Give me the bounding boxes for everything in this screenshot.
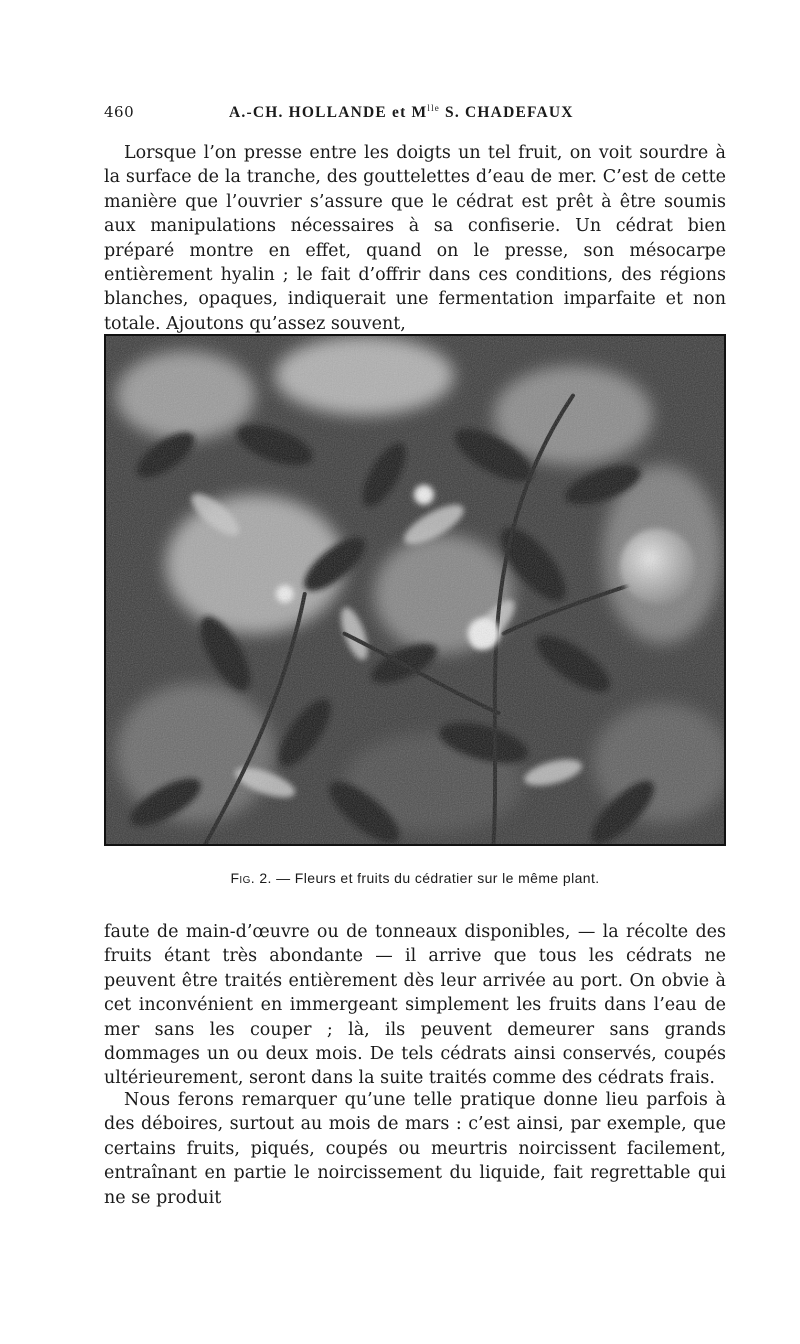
figure-photograph [104,334,726,846]
paragraph-3 [104,1088,726,1210]
paragraph-2 [104,920,726,1091]
figure-caption [104,870,726,886]
running-head-authors [229,103,574,122]
paragraph-1 [104,141,726,336]
paragraph-2-text: faute de main-d’œuvre ou de tonneaux disponibles, — la récolte des fruits étant très abondante — il arrive que tous les cédrats ne peuvent être traités entièrement dès leur arrivée au port. On obvie à cet inconvénient en immergeant simplement les fruits dans l’eau de mer sans les couper ; là, ils peuvent demeurer sans grands dommages un ou deux mois. De tels cédrats ainsi conservés, coupés ultérieurement, seront dans la suite traités comme des cédrats frais. [104,922,726,1089]
running-header [104,103,726,125]
figure-label: Fig. 2. [230,870,272,886]
paragraph-1-text: Lorsque l’on presse entre les doigts un tel fruit, on voit sourdre à la surface de la tranche, des gouttelettes d’eau de mer. C’est de cette manière que l’ouvrier s’assure que le cédrat est prêt à être soumis aux manipulations nécessaires à sa confiserie. Un cédrat bien préparé montre en effet, quand on le presse, son mésocarpe entièrement hyalin ; le fait d’offrir dans ces conditions, des régions blanches, opaques, indiquerait une fermentation imparfaite et non totale. Ajoutons qu’assez souvent, [104,143,726,334]
page-number: 460 [104,103,135,121]
authors-main: A.-CH. HOLLANDE et M [229,104,428,122]
authors-tail: S. CHADEFAUX [439,104,574,122]
figure-caption-text: — Fleurs et fruits du cédratier sur le même plant. [271,870,600,886]
citron-tree-photo [106,336,724,844]
paragraph-3-text: Nous ferons remarquer qu’une telle pratique donne lieu parfois à des déboires, surtout au mois de mars : c’est ainsi, par exemple, que certains fruits, piqués, coupés ou meurtris noircissent facilement, entraînant en partie le noircissement du liquide, fait regrettable qui ne se produit [104,1090,726,1208]
authors-superscript: lle [427,103,440,113]
